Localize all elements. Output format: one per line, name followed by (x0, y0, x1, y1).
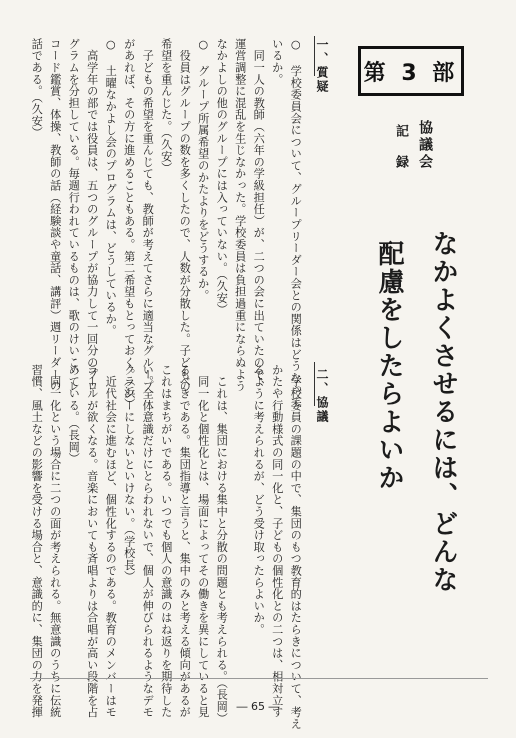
record-label: 記録 (393, 124, 408, 186)
section1-line: 高学年の部では役員は、五つのグループが協力して一回分のプロ (85, 38, 99, 392)
title-line-1: なかよくさせるには、どんな (428, 230, 458, 594)
section2-line: 近代社会に進むほど、個性化するのである。教育のメンバーはモ (104, 364, 118, 718)
part-label: 第 3 部 (363, 60, 459, 86)
section1-line: コード鑑賞、体操、教師の話（経験談や童話、講評）週リーダーの (48, 38, 62, 392)
section2-line: クラシーにしないといけない。（学校長） (122, 364, 136, 583)
section1-line: 運営調整に混乱を生じなかった。学校委員は負担過重にならぬよう (233, 38, 247, 392)
section1-line: 話である。（久安） (30, 38, 44, 139)
section1-line: ○ 学校委員会について、グループリーダー会との関係はどうなって (289, 38, 303, 408)
section1-line: ○ グループ所属希望のかたよりをどうするか。 (196, 38, 210, 302)
section1-heading: 一、質疑 (315, 38, 329, 94)
section2-line: これは、集団における集中と分散の問題とも考えられる。（長岡） (215, 364, 229, 725)
section1-line: ○ 土曜なかよし会のプログラムは、どうしているか。 (104, 38, 118, 337)
section1-line: 役員はグループの数を多くしたので、人数が分散した。子どもの (178, 38, 192, 392)
part-heading-box (358, 46, 464, 96)
section1-line: なかよしの他のグループには入っていない。（久安） (215, 38, 229, 316)
section1-line: があれば、その方に進めることもある。第二希望もとっておく。（浜） (122, 38, 136, 410)
section1-line: グラムを分担している。毎週行われているものは、歌のけいこ、レ (67, 38, 81, 392)
section2-line: 習慣、風土などの影響を受ける場合と、意識的に、集団の力を発揮 (30, 364, 44, 718)
section2-line: 同一化という場合に二つの面が考えられる。無意識のうちに伝統 (48, 364, 62, 718)
section1-line: 希望を重んじた。（久安） (159, 38, 173, 174)
section2-heading: 二、協議 (315, 368, 329, 424)
section2-line: るべきである。集団指導と言うと、集中のみと考える傾向があるが (178, 364, 192, 718)
section2-line: ラールが欲くなる。音楽においても斉唱よりは合唱が高い段階を占 (85, 364, 99, 718)
section1-line: 同一人の教師（六年の学級担任）が、二つの会に出ていたので、 (252, 38, 266, 392)
page-number: ― 65 ― (236, 700, 280, 713)
section2-line: るように考えられるが、どう受け取ったらよいか。 (252, 364, 266, 636)
section2-line: 学校委員の課題の中で、集団のもつ教育的はたらきについて、考え (289, 364, 303, 730)
section1-line: いるか。 (270, 38, 284, 86)
section2-line: い。全体意識だけにとらわれないで、個人が伸びられるようなデモ (141, 364, 155, 718)
section2-line: 同一化と個性化とは、場面によってその働きを異にしていると見 (196, 364, 210, 718)
section2-line: めている。（長岡） (67, 364, 81, 465)
section2-line: これはまちがいである。いつでも個人の意識のはね返りを期待した (159, 364, 173, 718)
section1-line: 子どもの希望を重んじても、教師が考えてさらに適当なグループ (141, 38, 155, 392)
council-label: 協議会 (417, 120, 433, 171)
footer-rule (30, 678, 488, 679)
title-line-2: 配慮をしたらよいか (374, 240, 404, 492)
section2-line: かたや行動様式の同一化と、子どもの個性化との二つは、相対立す (270, 364, 284, 718)
